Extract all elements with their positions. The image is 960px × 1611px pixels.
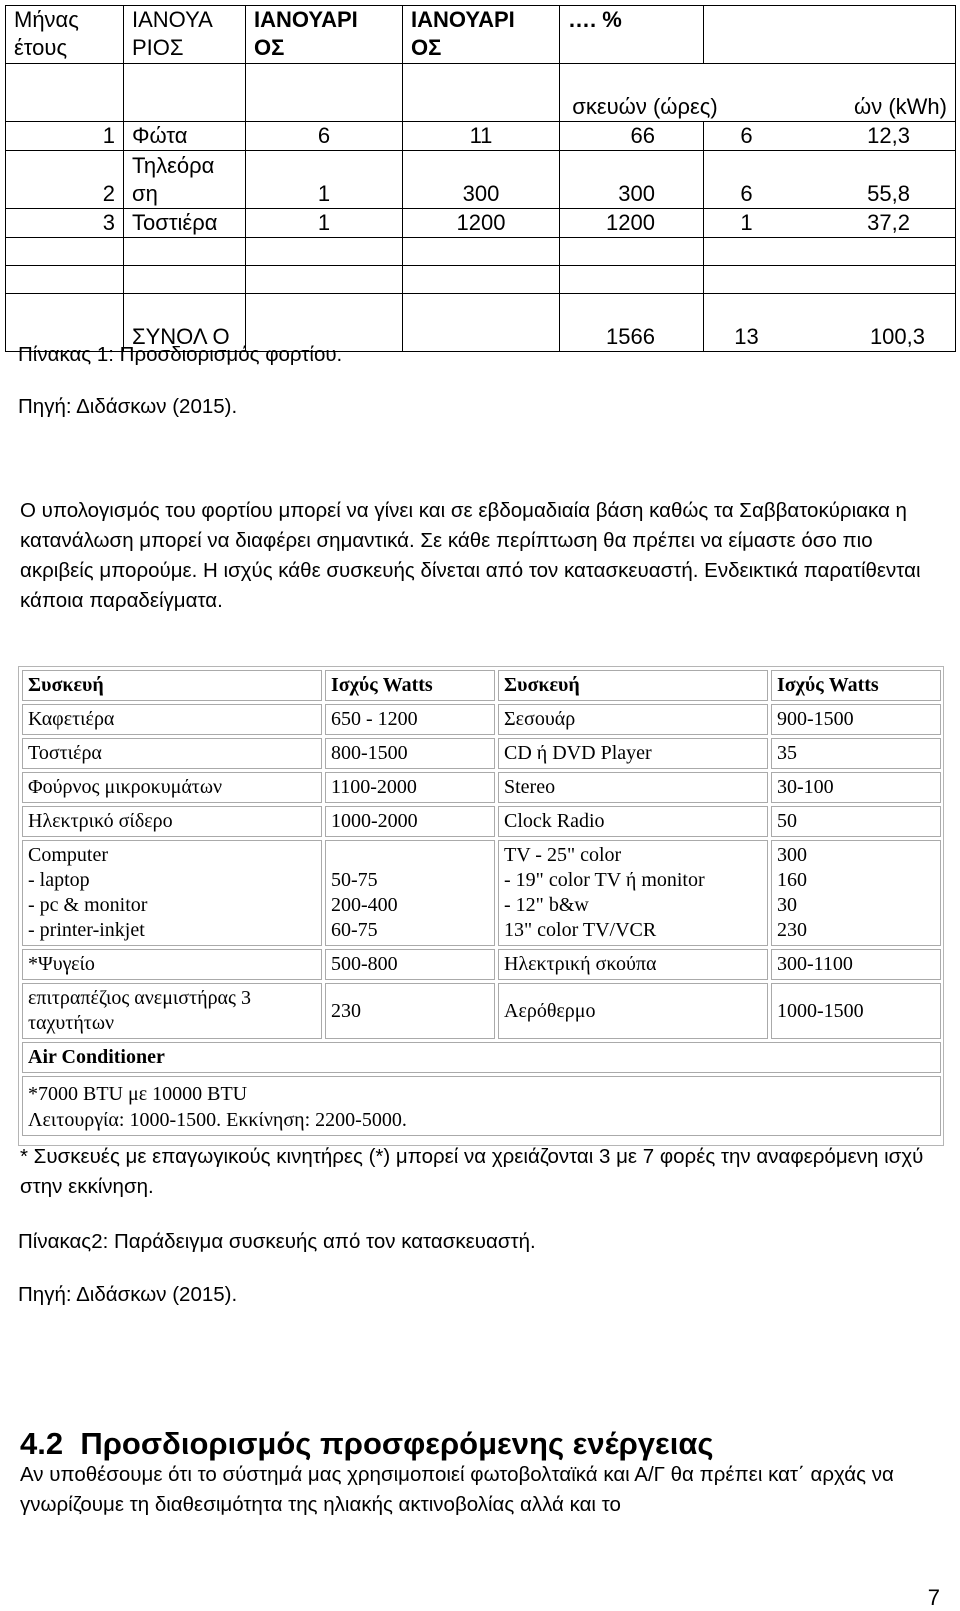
row-device: Τοστιέρα	[124, 209, 246, 238]
watts-cell: 900-1500	[771, 704, 941, 735]
device-cell: Σεσουάρ	[498, 704, 768, 735]
table2-caption: Πίνακας2: Παράδειγμα συσκευής από τον κατασκευαστή.	[18, 1230, 536, 1253]
page-number: 7	[927, 1585, 940, 1610]
row-watts: 1200	[403, 209, 560, 238]
device-cell: επιτραπέζιος ανεμιστήρας 3 ταχυτήτων	[22, 983, 322, 1039]
watts-cell: 1000-1500	[771, 983, 941, 1039]
ac-line-1: *7000 BTU με 10000 BTU	[28, 1083, 248, 1105]
watts-cell: 50	[771, 806, 941, 837]
table-row-air-conditioner-details	[22, 1076, 941, 1136]
device-cell: *Ψυγείο	[22, 949, 322, 980]
total-watts: 1566	[560, 294, 704, 352]
table-row	[22, 738, 941, 769]
table-header-row	[22, 670, 941, 701]
watts-cell: 650 - 1200	[325, 704, 495, 735]
row-device: Τηλεόρα ση	[124, 151, 246, 209]
device-cell: Computer - laptop - pc & monitor - printer-inkjet	[22, 840, 322, 946]
section-title: Προσδιορισμός προσφερόμενης ενέργειας	[80, 1426, 714, 1461]
header-cell: ΙΑΝΟΥΑ ΡΙΟΣ	[124, 6, 246, 64]
header-cell: …. %	[560, 6, 704, 64]
header-cell-kwh: ών (kWh)	[854, 94, 947, 119]
device-cell: TV - 25" color - 19" color TV ή monitor - 12" b&w 13" color TV/VCR	[498, 840, 768, 946]
total-label: ΣΥΝΟΛ Ο	[124, 294, 246, 352]
device-cell: Ηλεκτρικό σίδερο	[22, 806, 322, 837]
device-cell: Ηλεκτρική σκούπα	[498, 949, 768, 980]
load-table	[5, 5, 956, 352]
header-cell	[246, 64, 403, 122]
row-hours: 1	[740, 210, 753, 235]
note-paragraph: * Συσκευές με επαγωγικούς κινητήρες (*) μπορεί να χρειάζονται 3 με 7 φορές την αναφερόμενη ισχύ στην εκκίνηση.	[20, 1145, 924, 1198]
row-total-watts: 1200	[560, 209, 704, 238]
device-cell: Αερόθερμο	[498, 983, 768, 1039]
watts-cell: 30-100	[771, 772, 941, 803]
total-percent: 100,3	[869, 324, 925, 349]
table-row	[6, 209, 956, 238]
device-cell: Καφετιέρα	[22, 704, 322, 735]
row-hours: 6	[740, 181, 753, 206]
watts-cell: 500-800	[325, 949, 495, 980]
table-row-empty	[6, 238, 956, 266]
device-cell: Φούρνος μικροκυμάτων	[22, 772, 322, 803]
header-cell: Συσκευή	[22, 670, 322, 701]
table-row	[22, 983, 941, 1039]
watts-cell: 35	[771, 738, 941, 769]
appliance-power-table	[18, 666, 944, 1146]
table-row	[6, 151, 956, 209]
row-percent: 37,2	[867, 210, 910, 235]
row-watts: 11	[403, 122, 560, 151]
table-row	[22, 806, 941, 837]
table-row-empty	[6, 266, 956, 294]
row-qty: 1	[246, 151, 403, 209]
row-index: 2	[6, 151, 124, 209]
header-cell: Ισχύς Watts	[325, 670, 495, 701]
header-cell	[704, 6, 956, 64]
watts-cell: 300 160 30 230	[771, 840, 941, 946]
watts-cell: 800-1500	[325, 738, 495, 769]
watts-cell: 1100-2000	[325, 772, 495, 803]
table1-caption: Πίνακας 1: Προσδιορισμός φορτίου.	[18, 343, 343, 366]
table-row	[22, 772, 941, 803]
table1-source: Πηγή: Διδάσκων (2015).	[18, 395, 238, 418]
ac-line-2: Λειτουργία: 1000-1500. Εκκίνηση: 2200-5000.	[28, 1109, 407, 1131]
row-qty: 6	[246, 122, 403, 151]
row-index: 1	[6, 122, 124, 151]
table-header-row	[6, 6, 956, 64]
table-row	[22, 704, 941, 735]
device-cell: Stereo	[498, 772, 768, 803]
watts-cell: 300-1100	[771, 949, 941, 980]
section-number: 4.2	[20, 1426, 64, 1461]
header-cell	[124, 64, 246, 122]
header-cell-hours: σκευών (ώρες)	[572, 94, 718, 119]
device-cell: Τοστιέρα	[22, 738, 322, 769]
table-row	[6, 122, 956, 151]
row-percent: 55,8	[867, 181, 910, 206]
table-header-row	[6, 64, 956, 122]
section-heading	[20, 1426, 714, 1462]
header-cell: ΙΑΝΟΥΑΡΙ ΟΣ	[246, 6, 403, 64]
header-cell: Ισχύς Watts	[771, 670, 941, 701]
row-percent: 12,3	[867, 123, 910, 148]
device-cell: CD ή DVD Player	[498, 738, 768, 769]
header-cell: Συσκευή	[498, 670, 768, 701]
total-hours: 13	[734, 324, 759, 349]
header-cell	[6, 64, 124, 122]
table-row-air-conditioner	[22, 1042, 941, 1073]
row-watts: 300	[403, 151, 560, 209]
table2-source: Πηγή: Διδάσκων (2015).	[18, 1283, 238, 1306]
header-cell: ΙΑΝΟΥΑΡΙ ΟΣ	[403, 6, 560, 64]
table-row	[22, 840, 941, 946]
device-cell: Clock Radio	[498, 806, 768, 837]
row-hours: 6	[740, 123, 753, 148]
watts-cell: 1000-2000	[325, 806, 495, 837]
watts-cell: 230	[325, 983, 495, 1039]
table-row	[22, 949, 941, 980]
row-qty: 1	[246, 209, 403, 238]
section-paragraph: Αν υποθέσουμε ότι το σύστημά μας χρησιμοποιεί φωτοβολταϊκά και Α/Γ θα πρέπει κατ΄ αρχάς να γνωρίζουμε τη διαθεσιμότητα της ηλιακής ακτινοβολίας αλλά και το	[20, 1463, 894, 1516]
watts-cell: 50-75 200-400 60-75	[325, 840, 495, 946]
ac-title: Air Conditioner	[22, 1042, 941, 1073]
row-total-watts: 300	[560, 151, 704, 209]
intro-paragraph: Ο υπολογισμός του φορτίου μπορεί να γίνει και σε εβδομαδιαία βάση καθώς τα Σαββατοκύριακα η κατανάλωση μπορεί να διαφέρει σημαντικά. Σε κάθε περίπτωση θα πρέπει να είμαστε όσο πιο ακριβείς μπορούμε. Η ισχύς κάθε συσκευής δίνεται από τον κατασκευαστή. Ενδεικτικά παρατίθενται κάποια παραδείγματα.	[20, 499, 921, 612]
row-index: 3	[6, 209, 124, 238]
row-device: Φώτα	[124, 122, 246, 151]
row-total-watts: 66	[560, 122, 704, 151]
header-cell: Μήνας έτους	[6, 6, 124, 64]
header-cell	[403, 64, 560, 122]
